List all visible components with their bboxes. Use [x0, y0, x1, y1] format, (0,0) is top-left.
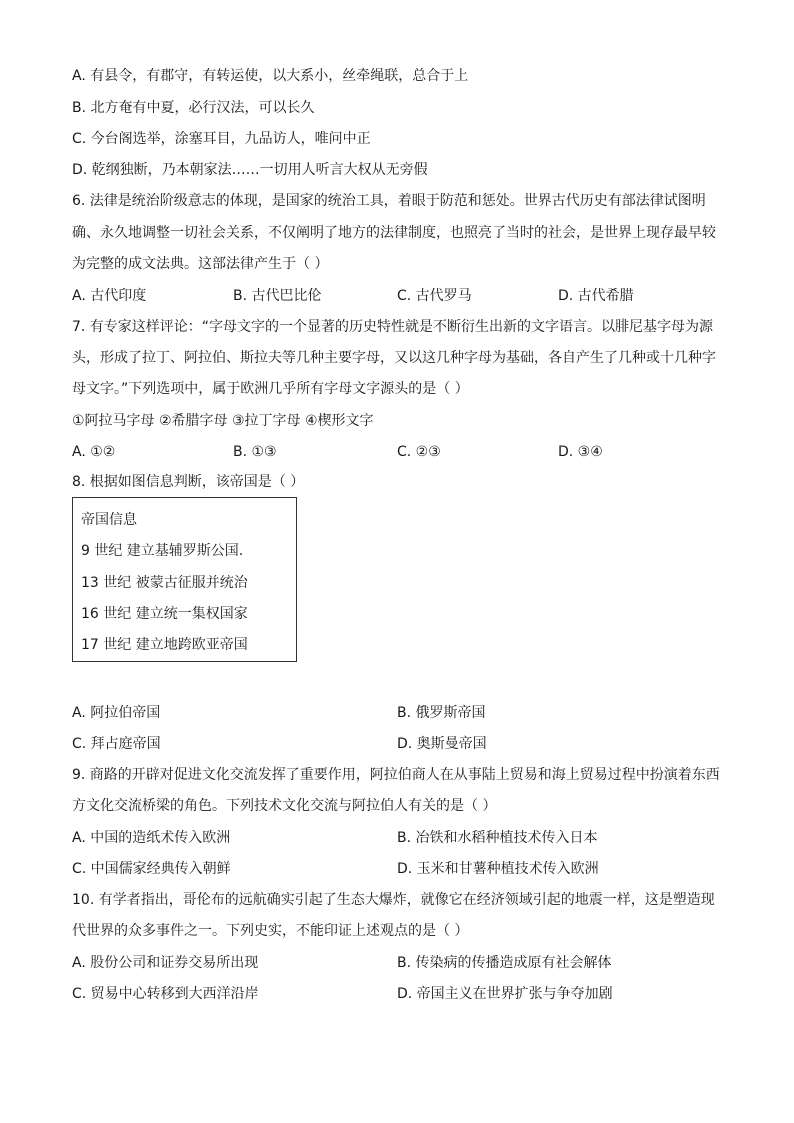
q9-option-d: D. 玉米和甘薯种植技术传入欧洲 — [397, 861, 599, 877]
empire-info-line: 16 世纪 建立统一集权国家 — [81, 606, 248, 622]
q10-option-c: C. 贸易中心转移到大西洋沿岸 — [72, 986, 259, 1002]
q6-stem-line-3: 为完整的成文法典。这部法律产生于（ ） — [72, 256, 329, 272]
q8-option-a: A. 阿拉伯帝国 — [72, 705, 161, 721]
q8-option-b: B. 俄罗斯帝国 — [397, 705, 486, 721]
q5-option-d: D. 乾纲独断，乃本朝家法……一切用人听言大权从无旁假 — [72, 162, 428, 178]
q10-stem-line-2: 代世界的众多事件之一。下列史实，不能印证上述观点的是（ ） — [72, 923, 469, 939]
q8-option-c: C. 拜占庭帝国 — [72, 736, 161, 752]
empire-info-box — [72, 497, 297, 662]
q5-option-a: A. 有县令，有郡守，有转运使，以大系小，丝牵绳联，总合于上 — [72, 68, 469, 84]
q9-option-c: C. 中国儒家经典传入朝鲜 — [72, 861, 231, 877]
q5-option-c: C. 今台阁选举，涂塞耳目，九品访人，唯问中正 — [72, 131, 371, 147]
q6-option-d: D. 古代希腊 — [558, 288, 634, 304]
q9-stem-line-2: 方文化交流桥梁的角色。下列技术文化交流与阿拉伯人有关的是（ ） — [72, 798, 497, 814]
q7-option-d: D. ③④ — [558, 444, 603, 460]
q10-option-a: A. 股份公司和证券交易所出现 — [72, 955, 259, 971]
q9-stem-line-1: 9. 商路的开辟对促进文化交流发挥了重要作用，阿拉伯商人在从事陆上贸易和海上贸易过程中扮演着东西 — [72, 767, 720, 783]
q8-option-d: D. 奥斯曼帝国 — [397, 736, 487, 752]
q10-option-b: B. 传染病的传播造成原有社会解体 — [397, 955, 612, 971]
q6-stem-line-1: 6. 法律是统治阶级意志的体现，是国家的统治工具，着眼于防范和惩处。世界古代历史有部法律试图明 — [72, 193, 706, 209]
q6-option-a: A. 古代印度 — [72, 288, 147, 304]
empire-info-line: 9 世纪 建立基辅罗斯公国. — [81, 543, 244, 559]
q6-option-c: C. 古代罗马 — [397, 288, 472, 304]
q8-stem: 8. 根据如图信息判断，该帝国是（ ） — [72, 474, 305, 490]
empire-info-title: 帝国信息 — [81, 512, 137, 528]
q5-option-b: B. 北方奄有中夏，必行汉法，可以长久 — [72, 100, 315, 116]
q7-option-a: A. ①② — [72, 444, 116, 460]
empire-info-line: 17 世纪 建立地跨欧亚帝国 — [81, 637, 248, 653]
q7-stem-line-2: 头，形成了拉丁、阿拉伯、斯拉夫等几种主要字母，又以这几种字母为基础，各自产生了几种或十几种字 — [72, 350, 716, 366]
empire-info-line: 13 世纪 被蒙古征服并统治 — [81, 575, 248, 591]
q7-stem-line-1: 7. 有专家这样评论：“字母文字的一个显著的历史特性就是不断衍生出新的文字语言。以腓尼基字母为源 — [72, 319, 714, 335]
q6-stem-line-2: 确、永久地调整一切社会关系，不仅阐明了地方的法律制度，也照亮了当时的社会，是世界上现存最早较 — [72, 225, 716, 241]
q7-option-c: C. ②③ — [397, 444, 441, 460]
q10-stem-line-1: 10. 有学者指出，哥伦布的远航确实引起了生态大爆炸，就像它在经济领域引起的地震一样，这是塑造现 — [72, 892, 715, 908]
q9-option-a: A. 中国的造纸术传入欧洲 — [72, 830, 231, 846]
q7-items: ①阿拉马字母 ②希腊字母 ③拉丁字母 ④楔形文字 — [72, 413, 374, 429]
q6-option-b: B. 古代巴比伦 — [233, 288, 322, 304]
q10-option-d: D. 帝国主义在世界扩张与争夺加剧 — [397, 986, 613, 1002]
q7-option-b: B. ①③ — [233, 444, 277, 460]
q9-option-b: B. 冶铁和水稻种植技术传入日本 — [397, 830, 598, 846]
q7-stem-line-3: 母文字。”下列选项中，属于欧洲几乎所有字母文字源头的是（ ） — [72, 381, 469, 397]
